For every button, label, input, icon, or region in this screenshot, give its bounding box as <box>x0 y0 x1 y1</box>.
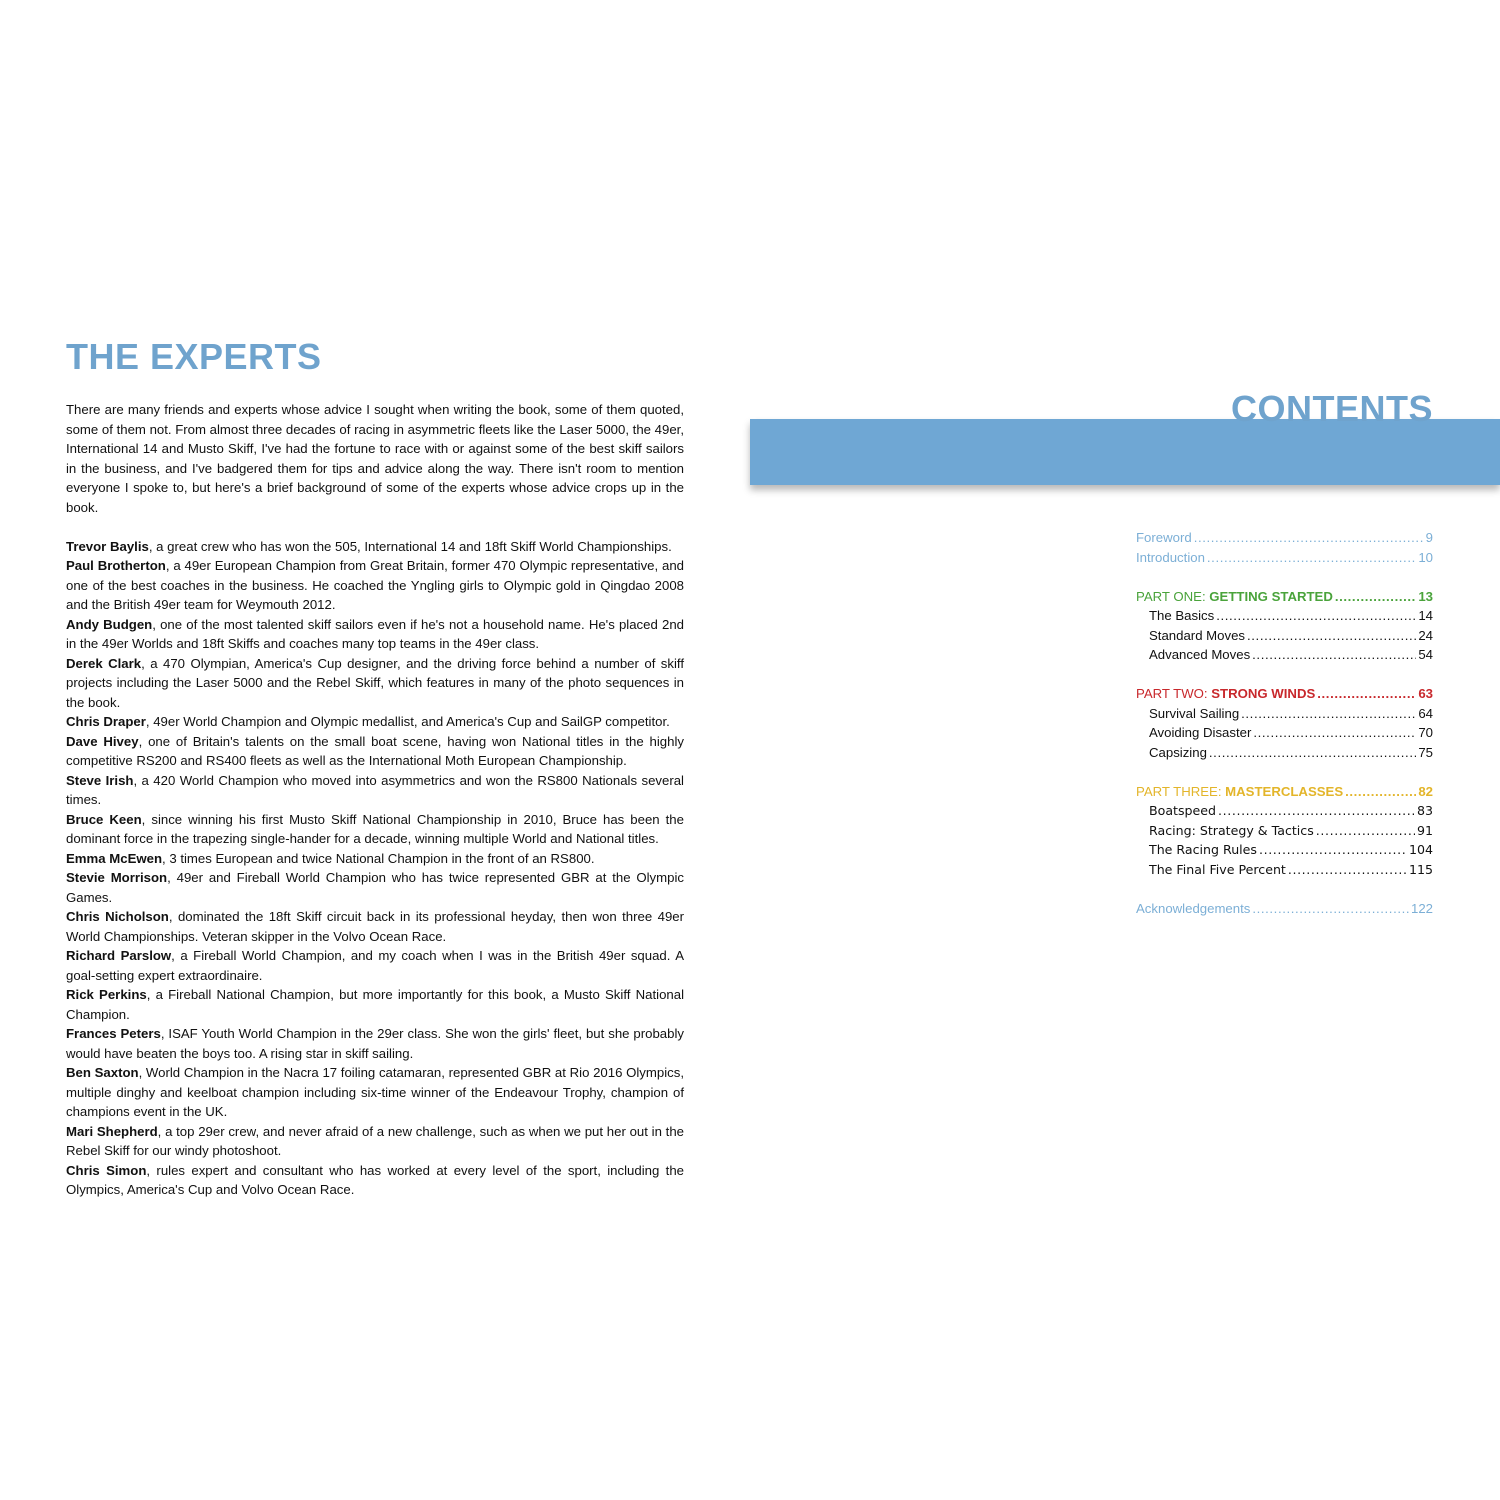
toc-leader <box>1252 899 1409 919</box>
toc-part-label <box>1136 587 1333 607</box>
toc-entry[interactable] <box>1136 821 1433 841</box>
expert-entry <box>66 732 684 771</box>
toc-entry-introduction[interactable] <box>1136 548 1433 568</box>
expert-entry <box>66 771 684 810</box>
expert-name: Stevie Morrison <box>66 870 168 885</box>
expert-entry <box>66 1161 684 1200</box>
toc-page: 82 <box>1418 783 1433 799</box>
experts-title: THE EXPERTS <box>66 336 322 377</box>
expert-name: Bruce Keen <box>66 811 142 827</box>
expert-name: Frances Peters <box>66 1026 161 1041</box>
expert-entry <box>66 1024 684 1063</box>
expert-entry <box>66 712 684 732</box>
toc-leader <box>1209 743 1416 763</box>
toc-leader <box>1194 528 1424 548</box>
expert-name: Ben Saxton <box>66 1065 139 1080</box>
toc-page: 104 <box>1408 842 1433 857</box>
expert-entry <box>66 537 684 557</box>
expert-entry <box>66 1122 684 1161</box>
expert-bio: , a 470 Olympian, America's Cup designer, and the driving force behind a number of skiff projects including the Laser 5000 and the Rebel Skiff, which features in many of the photo sequences in the book. <box>66 655 685 710</box>
toc-label: Capsizing <box>1149 744 1207 760</box>
expert-bio: , dominated the 18ft Skiff circuit back in its professional heyday, then won three 49er World Championships. Veteran skipper in the Volvo Ocean Race. <box>66 909 684 944</box>
toc-label: The Racing Rules <box>1149 842 1257 857</box>
expert-bio: , a great crew who has won the 505, International 14 and 18ft Skiff World Championships. <box>148 538 672 554</box>
experts-intro: There are many friends and experts whose advice I sought when writing the book, some of them quoted, some of them not. From almost three decades of racing in asymmetric fleets like the Laser 5000, the 49er, International 14 and Musto Skiff, I've had the fortune to race with or against some of the best skiff sailors in the business, and I've badgered them for tips and advice along the way. There isn't room to mention everyone I spoke to, but here's a brief background of some of the experts whose advice crops up in the book. <box>66 402 684 515</box>
toc-entry[interactable] <box>1136 704 1433 724</box>
expert-name: Rick Perkins <box>66 987 147 1002</box>
expert-name: Steve Irish <box>66 772 134 788</box>
toc-label: Standard Moves <box>1149 627 1246 643</box>
toc-part-name: STRONG WINDS <box>1211 686 1316 701</box>
toc-entry[interactable] <box>1136 743 1433 763</box>
toc-page: 13 <box>1418 588 1433 604</box>
toc-part-label <box>1136 782 1343 802</box>
toc-page: 122 <box>1410 900 1433 916</box>
toc-entry[interactable] <box>1136 801 1433 821</box>
toc-leader <box>1317 684 1416 704</box>
expert-entry <box>66 946 684 985</box>
toc-entry[interactable] <box>1136 606 1433 626</box>
toc-leader <box>1216 606 1416 626</box>
expert-bio: , World Champion in the Nacra 17 foiling catamaran, represented GBR at Rio 2016 Olympics, multiple dinghy and keelboat champion including six-time winner of the Endeavour Trophy, champion of champions event in the UK. <box>66 1065 684 1119</box>
expert-name: Chris Simon <box>66 1162 147 1178</box>
expert-name: Chris Draper <box>66 714 146 729</box>
toc-label: Survival Sailing <box>1149 705 1240 721</box>
toc-label: Acknowledgements <box>1136 900 1251 916</box>
toc-page: 83 <box>1416 803 1433 818</box>
toc-page: 75 <box>1418 744 1433 760</box>
expert-entry <box>66 849 684 869</box>
experts-page <box>66 336 684 1200</box>
expert-bio: , a Fireball National Champion, but more importantly for this book, a Musto Skiff National Champion. <box>66 987 685 1022</box>
expert-name: Derek Clark <box>66 655 142 671</box>
expert-bio: , since winning his first Musto Skiff National Championship in 2010, Bruce has been the dominant force in the trapezing single-hander for a decade, winning multiple World and National titles. <box>66 811 684 846</box>
toc-label: Advanced Moves <box>1149 647 1251 662</box>
expert-bio: , 3 times European and twice National Champion in the front of an RS800. <box>162 850 595 866</box>
toc-entry[interactable] <box>1136 645 1433 665</box>
toc-label: Racing: Strategy & Tactics <box>1149 822 1314 838</box>
expert-bio: , rules expert and consultant who has worked at every level of the sport, including the Olympics, America's Cup and Volvo Ocean Race. <box>66 1162 685 1197</box>
expert-bio: , a top 29er crew, and never afraid of a new challenge, such as when we put her out in the Rebel Skiff for our windy photoshoot. <box>66 1123 684 1158</box>
toc-entry[interactable] <box>1136 860 1433 880</box>
toc-page: 24 <box>1418 627 1433 643</box>
toc-leader <box>1316 821 1415 841</box>
expert-entry <box>66 654 684 713</box>
toc-part-name: MASTERCLASSES <box>1225 783 1344 799</box>
expert-name: Richard Parslow <box>66 948 172 963</box>
expert-bio: , 49er and Fireball World Champion who has twice represented GBR at the Olympic Games. <box>66 870 684 905</box>
expert-bio: , ISAF Youth World Champion in the 29er class. She won the girls' fleet, but she probably would have beaten the boys too. A rising star in skiff sailing. <box>66 1026 684 1061</box>
toc-leader <box>1247 626 1416 646</box>
expert-bio: , one of the most talented skiff sailors even if he's not a household name. He's placed 2nd in the 49er Worlds and 18ft Skiffs and coaches many top teams in the 49er class. <box>66 616 685 651</box>
toc-page: 70 <box>1418 725 1433 740</box>
toc-page: 54 <box>1418 647 1433 662</box>
toc-entry[interactable] <box>1136 626 1433 646</box>
toc-page: 10 <box>1418 549 1433 565</box>
contents-title: CONTENTS <box>1231 388 1433 429</box>
expert-name: Andy Budgen <box>66 616 153 632</box>
toc-page: 64 <box>1418 705 1433 721</box>
expert-entry <box>66 1063 684 1122</box>
toc-label: Avoiding Disaster <box>1149 725 1252 740</box>
toc-part-prefix: PART THREE: <box>1136 783 1226 799</box>
toc-label: The Basics <box>1149 608 1215 623</box>
table-of-contents <box>1136 528 1433 918</box>
expert-name: Dave Hivey <box>66 733 139 749</box>
toc-page: 115 <box>1408 861 1433 877</box>
toc-label: The Final Five Percent <box>1149 861 1286 877</box>
toc-leader <box>1259 840 1407 860</box>
expert-entry <box>66 556 684 615</box>
expert-bio: , one of Britain's talents on the small boat scene, having won National titles in the highly competitive RS200 and RS400 fleets as well as the International Moth European Championship. <box>66 733 684 768</box>
toc-part-label <box>1136 684 1315 704</box>
expert-entry <box>66 907 684 946</box>
toc-label: Introduction <box>1136 549 1205 565</box>
expert-entry <box>66 615 684 654</box>
toc-leader <box>1207 548 1416 568</box>
toc-page: 63 <box>1418 686 1433 701</box>
toc-page: 14 <box>1418 608 1433 623</box>
experts-list <box>66 537 684 1200</box>
toc-entry[interactable] <box>1136 840 1433 860</box>
expert-entry <box>66 868 684 907</box>
toc-page: 9 <box>1425 530 1433 545</box>
toc-leader <box>1252 645 1416 665</box>
toc-leader <box>1345 782 1416 802</box>
expert-bio: , a Fireball World Champion, and my coach when I was in the British 49er squad. A goal-setting expert extraordinaire. <box>66 948 684 983</box>
expert-name: Trevor Baylis <box>66 538 149 554</box>
expert-name: Mari Shepherd <box>66 1123 158 1139</box>
toc-label: Boatspeed <box>1149 803 1217 818</box>
toc-entry[interactable] <box>1136 723 1433 743</box>
expert-name: Paul Brotherton <box>66 558 166 573</box>
toc-part-name: GETTING STARTED <box>1209 588 1333 604</box>
toc-part-prefix: PART TWO: <box>1136 686 1212 701</box>
expert-name: Emma McEwen <box>66 850 163 866</box>
toc-leader <box>1241 704 1416 724</box>
expert-entry <box>66 810 684 849</box>
toc-leader <box>1218 801 1415 821</box>
toc-leader <box>1253 723 1416 743</box>
toc-label: Foreword <box>1136 530 1192 545</box>
toc-entry-acknowledgements[interactable] <box>1136 899 1433 919</box>
toc-part-prefix: PART ONE: <box>1136 588 1210 604</box>
toc-part-three[interactable] <box>1136 782 1433 802</box>
expert-bio: , a 49er European Champion from Great Britain, former 470 Olympic representative, and one of the best coaches in the business. He coached the Yngling girls to Olympic gold in Qingdao 2008 and the British 49er team for Weymouth 2012. <box>66 558 685 612</box>
toc-page: 91 <box>1416 822 1433 838</box>
toc-entry-foreword[interactable] <box>1136 528 1433 548</box>
toc-part-one[interactable] <box>1136 587 1433 607</box>
expert-bio: , 49er World Champion and Olympic medallist, and America's Cup and SailGP competitor. <box>145 714 670 729</box>
expert-name: Chris Nicholson <box>66 909 169 924</box>
toc-leader <box>1288 860 1407 880</box>
expert-entry <box>66 985 684 1024</box>
toc-leader <box>1335 587 1416 607</box>
toc-part-two[interactable] <box>1136 684 1433 704</box>
expert-bio: , a 420 World Champion who moved into asymmetrics and won the RS800 Nationals several times. <box>66 772 684 807</box>
